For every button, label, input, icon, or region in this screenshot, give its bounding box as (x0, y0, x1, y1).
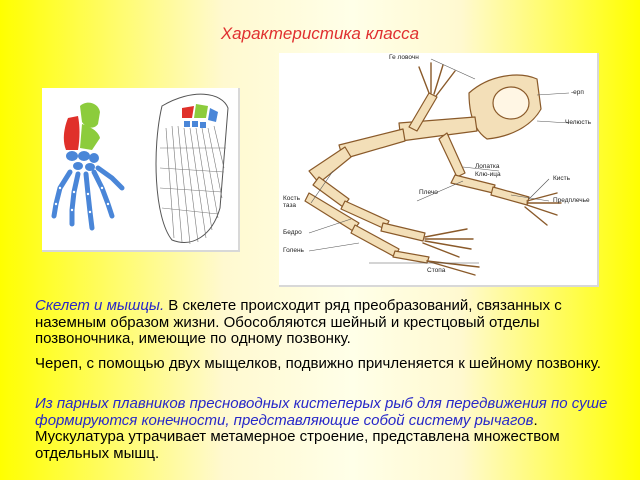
paragraph-3-text: . Мускулатура утрачивает метамерное строение, представлена множеством отдельных мышц. (35, 411, 560, 462)
label-bedro: Бедро (283, 229, 302, 236)
slide-title: Характеристика класса (220, 24, 420, 43)
label-goleni: Голень (283, 247, 304, 254)
paragraph-limbs (35, 396, 615, 462)
frog-skeleton-figure (279, 53, 599, 287)
paragraph-1-text: В скелете происходит ряд преобразований, связанных с наземным образом жизни. Обособляются шейный и крестцовый отделы позвоночника, имеющие по одному позвонку. (35, 297, 562, 347)
label-kist: Кисть (553, 175, 571, 182)
paragraph-3-emphasis: Из парных плавников пресноводных кистеперых рыб для передвижения по суше формируются конечности, представляющие собой систему рычагов (35, 395, 608, 429)
paragraph-skull (35, 356, 615, 373)
label-stopa: Стопа (427, 267, 446, 274)
label-kost-taza: Кость таза (283, 195, 301, 209)
label-herp: -ерп (571, 89, 584, 96)
limb-comparison-illustration (42, 88, 238, 250)
label-cherep: Ге ловочн (389, 54, 419, 61)
paragraph-2-text: Череп, с помощью двух мыщелков, подвижно причленяется к шейному позвонку. (35, 355, 601, 372)
label-plecho: Плечо (419, 189, 438, 196)
label-predplechye: Предплечье (553, 197, 590, 204)
paragraph-skeleton-muscles (35, 298, 615, 348)
tetrapod-limb-drawing (54, 103, 122, 228)
label-klyuchitsa: Клю-ица (475, 171, 501, 178)
paragraph-1-emphasis: Скелет и мышцы. (35, 297, 165, 314)
fish-fin-drawing (156, 94, 228, 244)
label-chelyust: Челюсть (565, 119, 592, 126)
label-lopatka: Лопатка (475, 163, 500, 170)
limb-comparison-figure (42, 88, 240, 252)
frog-skeleton-illustration (279, 53, 597, 285)
